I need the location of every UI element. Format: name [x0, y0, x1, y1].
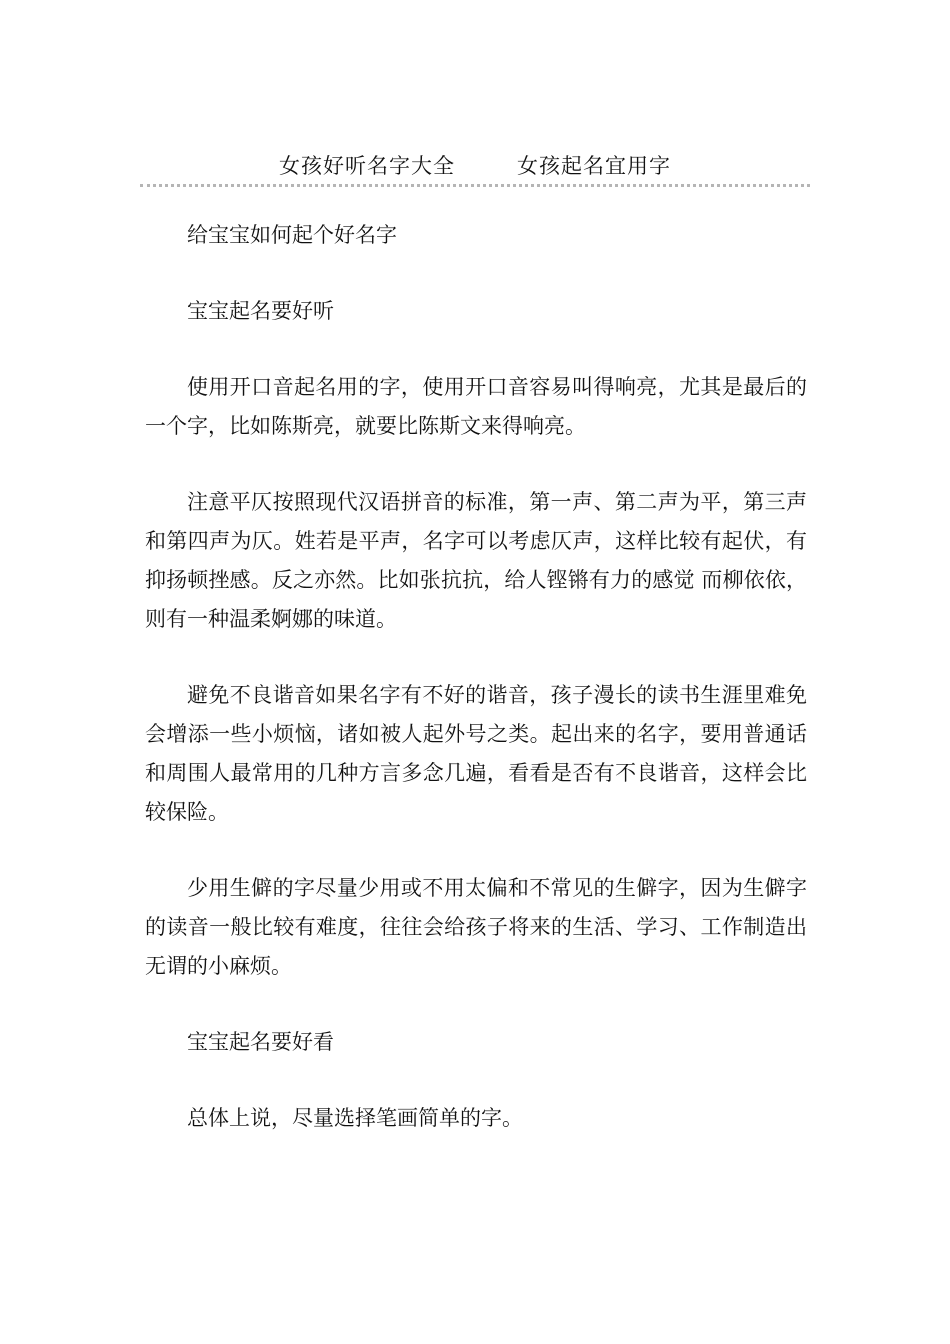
header-divider [140, 184, 810, 187]
subsection-heading: 宝宝起名要好听 [187, 299, 334, 323]
paragraph: 使用开口音起名用的字，使用开口音容易叫得响亮，尤其是最后的一个字，比如陈斯亮，就要比陈斯文来得响亮。 [145, 375, 807, 438]
paragraph: 注意平仄按照现代汉语拼音的标准，第一声、第二声为平，第三声和第四声为仄。姓若是平声，名字可以考虑仄声，这样比较有起伏，有抑扬顿挫感。反之亦然。比如张抗抗，给人铿锵有力的感觉 而柳依依，则有一种温柔婀娜的味道。 [145, 490, 807, 631]
page-header [0, 150, 950, 180]
paragraph: 避免不良谐音如果名字有不好的谐音，孩子漫长的读书生涯里难免会增添一些小烦恼，诸如被人起外号之类。起出来的名字，要用普通话和周围人最常用的几种方言多念几遍，看看是否有不良谐音，这样会比较保险。 [145, 683, 807, 824]
paragraph: 总体上说，尽量选择笔画简单的字。 [187, 1106, 523, 1130]
paragraph: 少用生僻的字尽量少用或不用太偏和不常见的生僻字，因为生僻字的读音一般比较有难度，往往会给孩子将来的生活、学习、工作制造出无谓的小麻烦。 [145, 876, 807, 978]
header-right-title: 女孩起名宜用字 [517, 154, 671, 178]
header-left-title: 女孩好听名字大全 [279, 154, 455, 178]
section-heading: 给宝宝如何起个好名字 [187, 223, 397, 247]
subsection-heading: 宝宝起名要好看 [187, 1030, 334, 1054]
document-body [145, 216, 807, 1175]
